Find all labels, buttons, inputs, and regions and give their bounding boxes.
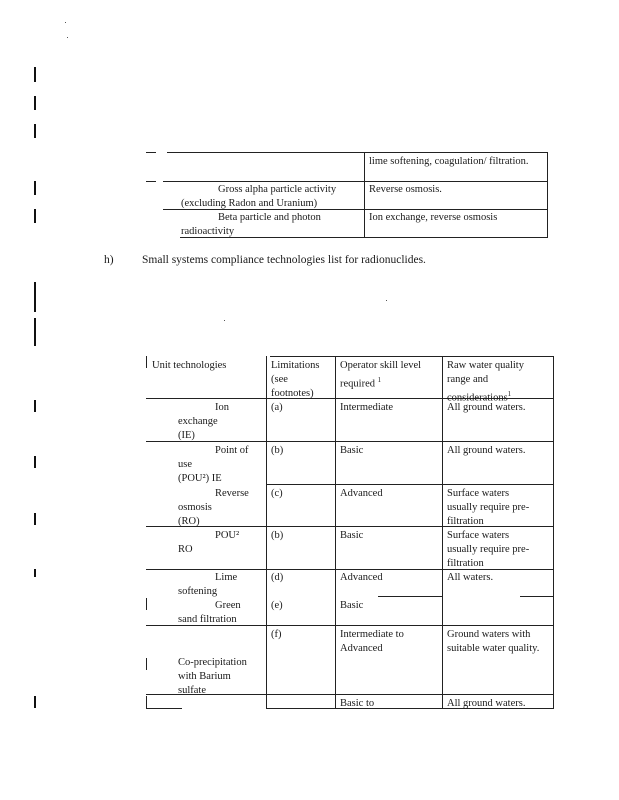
limitation: (e) [271, 600, 283, 611]
unit-technology: with Barium [178, 671, 231, 682]
table-cell-technology: Reverse osmosis. [369, 184, 442, 195]
limitation: (a) [271, 402, 283, 413]
limitation: (f) [271, 629, 282, 640]
section-title: Small systems compliance technologies list for radionuclides. [142, 254, 426, 266]
raw-water-quality: Ground waters with suitable water quality. [447, 629, 540, 654]
unit-technology: use [178, 459, 192, 470]
column-header-operator-skill: Operator skill level required $^1$ [340, 360, 422, 390]
table-cell-contaminant: (excluding Radon and Uranium) [181, 198, 318, 209]
table-cell-contaminant: radioactivity [181, 226, 235, 237]
unit-technology: (RO) [178, 516, 200, 527]
raw-water-quality: All ground waters. [447, 698, 526, 709]
operator-skill: Advanced [340, 488, 383, 499]
table-cell-contaminant: Gross alpha particle activity [218, 184, 337, 195]
unit-technology: Point of [215, 445, 249, 456]
unit-technology: Lime [215, 572, 238, 583]
unit-technology: Green [215, 600, 241, 611]
unit-technology: (IE) [178, 430, 195, 441]
unit-technology: osmosis [178, 502, 212, 513]
operator-skill: Intermediate [340, 402, 394, 413]
table-cell-technology: Ion exchange, reverse osmosis [369, 212, 498, 223]
unit-technology: RO [178, 544, 193, 555]
limitation: (b) [271, 445, 284, 456]
unit-technology: exchange [178, 416, 218, 427]
raw-water-quality: Surface waters usually require pre-filtration [447, 488, 530, 527]
section-marker: h) [104, 254, 114, 266]
unit-technology: sulfate [178, 685, 206, 696]
raw-water-quality: All ground waters. [447, 402, 526, 413]
unit-technology: Co-precipitation [178, 657, 247, 668]
column-header-raw-water: Raw water quality range and considerations$^1$ [447, 360, 524, 404]
operator-skill: Basic [340, 445, 364, 456]
raw-water-quality: All ground waters. [447, 445, 526, 456]
operator-skill: Intermediate to Advanced [340, 629, 404, 654]
limitation: (d) [271, 572, 284, 583]
unit-technology: Ion [215, 402, 229, 413]
table-cell-contaminant: Beta particle and photon [218, 212, 321, 223]
column-header-unit-technologies: Unit technologies [152, 360, 227, 371]
raw-water-quality: Surface waters usually require pre-filtration [447, 530, 530, 569]
unit-technology: sand filtration [178, 614, 237, 625]
operator-skill: Advanced [340, 572, 383, 583]
unit-technology: (POU²) IE [178, 473, 222, 484]
table-cell-technology: lime softening, coagulation/ filtration. [369, 156, 529, 167]
unit-technology: Reverse [215, 488, 249, 499]
raw-water-quality: All waters. [447, 572, 494, 583]
limitation: (b) [271, 530, 284, 541]
column-header-limitations: Limitations (see footnotes) [271, 360, 320, 399]
unit-technology: POU² [215, 530, 240, 541]
operator-skill: Basic [340, 530, 364, 541]
limitation: (c) [271, 488, 283, 499]
unit-technology: softening [178, 586, 218, 597]
operator-skill: Basic [340, 600, 364, 611]
operator-skill: Basic to [340, 698, 375, 709]
